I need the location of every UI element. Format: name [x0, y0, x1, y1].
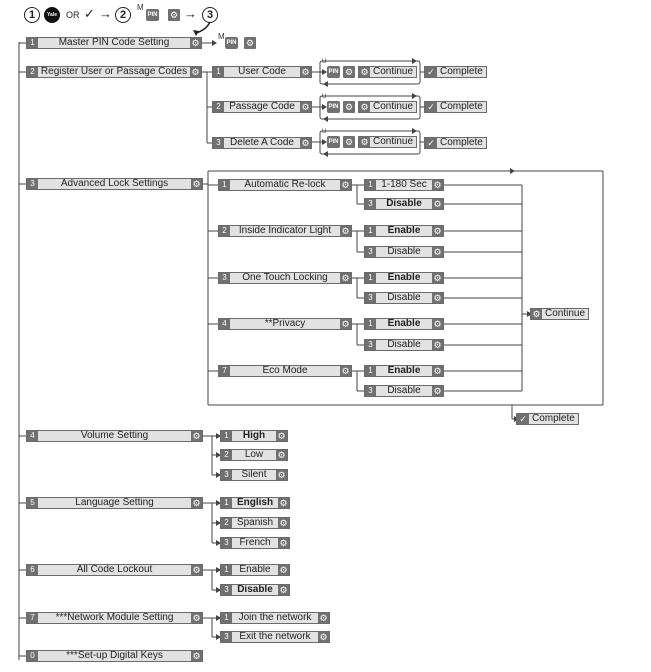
gear-icon: ⚙ — [277, 450, 286, 460]
gear-key-icon: ⚙ — [169, 9, 179, 20]
menu-label: User Code — [238, 67, 286, 77]
menu-number: 4 — [219, 319, 230, 329]
menu-number: 3 — [213, 138, 224, 148]
option-number: 3 — [365, 293, 376, 303]
option-disable[interactable] — [364, 385, 444, 397]
check-icon: ✓ — [425, 67, 437, 77]
pin-key-icon: PIN — [327, 136, 340, 148]
option-label: Exit the network — [239, 632, 311, 642]
gear-key-icon: ⚙ — [344, 136, 354, 147]
option-label: French — [239, 538, 271, 548]
gear-icon: ⚙ — [433, 340, 442, 350]
menu-number: 7 — [219, 366, 230, 376]
gear-icon: ⚙ — [341, 226, 350, 236]
check-icon: ✓ — [517, 414, 529, 424]
option-number: 3 — [221, 470, 232, 480]
or-label: OR — [66, 10, 80, 20]
option-number: 1 — [365, 366, 376, 376]
gear-icon: ⚙ — [191, 38, 200, 48]
master-superscript: M — [137, 3, 144, 12]
complete-button[interactable] — [424, 66, 487, 78]
gear-icon: ⚙ — [319, 632, 328, 642]
option-label: 1-180 Sec — [381, 180, 427, 190]
volume-silent[interactable] — [220, 469, 288, 481]
menu-number: 2 — [219, 226, 230, 236]
menu-set-up-digital-keys[interactable] — [26, 650, 203, 662]
continue-button[interactable] — [358, 101, 417, 113]
menu-number: 1 — [27, 38, 38, 48]
register-user-code[interactable] — [212, 66, 312, 78]
option-label: Silent — [241, 470, 267, 480]
option-number: 3 — [221, 538, 232, 548]
gear-icon: ⚙ — [192, 651, 201, 661]
pin-key-icon: PIN — [146, 9, 159, 21]
complete-button[interactable] — [516, 413, 579, 425]
complete-button[interactable] — [424, 101, 487, 113]
lockout-disable[interactable] — [220, 584, 290, 596]
volume-high[interactable] — [220, 430, 288, 442]
option-label: Spanish — [236, 518, 274, 528]
user-superscript: U — [322, 94, 327, 100]
menu-master-pin-code-setting[interactable] — [26, 37, 202, 49]
advanced-automatic-re-lock[interactable] — [218, 179, 352, 191]
language-french[interactable] — [220, 537, 290, 549]
check-icon: ✓ — [425, 102, 437, 112]
menu-number: 1 — [219, 180, 230, 190]
menu-label: Automatic Re-lock — [244, 180, 326, 190]
menu-label: **Privacy — [264, 319, 306, 329]
gear-icon: ⚙ — [341, 366, 350, 376]
option-number: 1 — [221, 613, 232, 623]
gear-key-icon: ⚙ — [344, 101, 354, 112]
option-disable[interactable] — [364, 246, 444, 258]
gear-icon: ⚙ — [433, 180, 442, 190]
gear-icon: ⚙ — [279, 498, 288, 508]
gear-icon: ⚙ — [433, 386, 442, 396]
option-label: English — [236, 498, 274, 508]
menu-volume-setting[interactable] — [26, 430, 203, 442]
gear-icon: ⚙ — [279, 585, 288, 595]
continue-button[interactable] — [358, 136, 417, 148]
menu-label: Volume Setting — [80, 431, 149, 441]
gear-icon: ⚙ — [279, 518, 288, 528]
option-disable[interactable] — [364, 292, 444, 304]
gear-icon: ⚙ — [341, 319, 350, 329]
option-enable[interactable] — [364, 272, 444, 284]
register-delete-a-code[interactable] — [212, 137, 312, 149]
menu-number: 4 — [27, 431, 38, 441]
option-label: Enable — [387, 366, 421, 376]
option-label: Low — [244, 450, 264, 460]
menu-number: 1 — [213, 67, 224, 77]
gear-icon: ⚙ — [192, 498, 201, 508]
gear-icon: ⚙ — [360, 137, 369, 147]
option-number: 3 — [365, 340, 376, 350]
gear-icon: ⚙ — [279, 565, 288, 575]
menu-label: ***Network Module Setting — [55, 613, 174, 623]
check-icon: ✓ — [425, 138, 437, 148]
menu-number: 2 — [213, 102, 224, 112]
option-enable[interactable] — [364, 365, 444, 377]
complete-label: Complete — [440, 137, 483, 148]
gear-key-icon: ⚙ — [344, 66, 354, 77]
option-enable[interactable] — [364, 225, 444, 237]
gear-icon: ⚙ — [279, 538, 288, 548]
menu-label: All Code Lockout — [76, 565, 153, 575]
menu-label: Eco Mode — [262, 366, 308, 376]
network-join[interactable] — [220, 612, 330, 624]
gear-icon: ⚙ — [341, 180, 350, 190]
continue-button[interactable] — [530, 308, 589, 320]
menu-label: Advanced Lock Settings — [60, 179, 169, 189]
option-label: Disable — [387, 247, 421, 257]
option-number: 3 — [221, 585, 232, 595]
menu-all-code-lockout[interactable] — [26, 564, 203, 576]
volume-low[interactable] — [220, 449, 288, 461]
step-3-circle: 3 — [202, 7, 218, 23]
gear-icon: ⚙ — [192, 431, 201, 441]
menu-label: Passage Code — [229, 102, 295, 112]
option-label: Disable — [237, 585, 273, 595]
option-label: Join the network — [238, 613, 312, 623]
master-superscript: M — [218, 32, 225, 41]
menu-label: Delete A Code — [230, 138, 294, 148]
gear-icon: ⚙ — [360, 102, 369, 112]
language-spanish[interactable] — [220, 517, 290, 529]
advanced-inside-indicator-light[interactable] — [218, 225, 352, 237]
option-number: 1 — [365, 180, 376, 190]
option-number: 1 — [221, 431, 232, 441]
continue-label: Continue — [373, 66, 414, 77]
continue-label: Continue — [373, 101, 414, 112]
step-2-circle: 2 — [115, 7, 131, 23]
continue-button[interactable] — [358, 66, 417, 78]
option-number: 3 — [221, 632, 232, 642]
option-label: Enable — [239, 565, 271, 575]
menu-number: 7 — [27, 613, 38, 623]
gear-icon: ⚙ — [341, 273, 350, 283]
menu-language-setting[interactable] — [26, 497, 203, 509]
option-label: Disable — [387, 340, 421, 350]
menu-network-module-setting[interactable] — [26, 612, 203, 624]
menu-register-user-or-passage-codes[interactable] — [26, 66, 202, 78]
user-superscript: U — [322, 129, 327, 135]
gear-icon: ⚙ — [277, 470, 286, 480]
menu-number: 2 — [27, 67, 38, 77]
option-label: Disable — [387, 293, 421, 303]
gear-icon: ⚙ — [191, 67, 200, 77]
option-number: 1 — [221, 565, 232, 575]
menu-number: 6 — [27, 565, 38, 575]
menu-number: 0 — [27, 651, 38, 661]
option-number: 2 — [221, 450, 232, 460]
menu-label: Inside Indicator Light — [238, 226, 332, 236]
menu-number: 5 — [27, 498, 38, 508]
advanced-privacy[interactable] — [218, 318, 352, 330]
yale-logo-icon: Yale — [44, 7, 60, 23]
option-label: Enable — [387, 319, 421, 329]
option-label: Enable — [387, 226, 421, 236]
gear-key-icon: ⚙ — [245, 37, 255, 48]
option-label: Disable — [387, 386, 421, 396]
option-disable[interactable] — [364, 198, 444, 210]
menu-number: 3 — [27, 179, 38, 189]
option-disable[interactable] — [364, 339, 444, 351]
option-enable[interactable] — [364, 318, 444, 330]
gear-icon: ⚙ — [433, 319, 442, 329]
complete-label: Complete — [440, 101, 483, 112]
menu-label: ***Set-up Digital Keys — [66, 651, 163, 661]
pin-key-icon: PIN — [327, 66, 340, 78]
menu-label: Language Setting — [75, 498, 154, 508]
option-number: 1 — [221, 498, 232, 508]
gear-icon: ⚙ — [433, 226, 442, 236]
advanced-one-touch-locking[interactable] — [218, 272, 352, 284]
register-passage-code[interactable] — [212, 101, 312, 113]
advanced-eco-mode[interactable] — [218, 365, 352, 377]
menu-label: Master PIN Code Setting — [58, 38, 170, 48]
gear-icon: ⚙ — [433, 273, 442, 283]
check-icon: ✓ — [84, 6, 95, 21]
gear-icon: ⚙ — [301, 138, 310, 148]
lockout-enable[interactable] — [220, 564, 290, 576]
language-english[interactable] — [220, 497, 290, 509]
network-exit[interactable] — [220, 631, 330, 643]
continue-label: Continue — [545, 308, 586, 319]
menu-label: One Touch Locking — [242, 273, 328, 283]
option-number: 3 — [365, 247, 376, 257]
gear-icon: ⚙ — [192, 179, 201, 189]
user-superscript: U — [322, 59, 327, 65]
gear-icon: ⚙ — [301, 67, 310, 77]
continue-label: Continue — [373, 136, 414, 147]
arrow-right-icon: → — [99, 6, 112, 21]
option-number: 1 — [365, 226, 376, 236]
gear-icon: ⚙ — [319, 613, 328, 623]
option-number: 1 — [365, 319, 376, 329]
gear-icon: ⚙ — [433, 366, 442, 376]
gear-icon: ⚙ — [192, 565, 201, 575]
option-label: Enable — [387, 273, 421, 283]
option-label: High — [242, 431, 266, 441]
gear-icon: ⚙ — [360, 67, 369, 77]
gear-icon: ⚙ — [277, 431, 286, 441]
complete-button[interactable] — [424, 137, 487, 149]
complete-label: Complete — [440, 66, 483, 77]
option-number: 1 — [365, 273, 376, 283]
pin-key-icon: PIN — [327, 101, 340, 113]
complete-label: Complete — [532, 413, 575, 424]
option-number: 3 — [365, 386, 376, 396]
pin-key-icon: PIN — [225, 37, 238, 49]
menu-number: 3 — [219, 273, 230, 283]
gear-icon: ⚙ — [532, 309, 541, 319]
gear-icon: ⚙ — [192, 613, 201, 623]
menu-label: Register User or Passage Codes — [40, 67, 188, 77]
gear-icon: ⚙ — [433, 199, 442, 209]
gear-icon: ⚙ — [433, 293, 442, 303]
option-number: 3 — [365, 199, 376, 209]
step-1-circle: 1 — [24, 7, 40, 23]
gear-icon: ⚙ — [301, 102, 310, 112]
option-1-180-sec[interactable] — [364, 179, 444, 191]
gear-icon: ⚙ — [433, 247, 442, 257]
option-label: Disable — [386, 199, 422, 209]
arrow-right-icon: → — [184, 6, 197, 21]
option-number: 2 — [221, 518, 232, 528]
menu-advanced-lock-settings[interactable] — [26, 178, 203, 190]
